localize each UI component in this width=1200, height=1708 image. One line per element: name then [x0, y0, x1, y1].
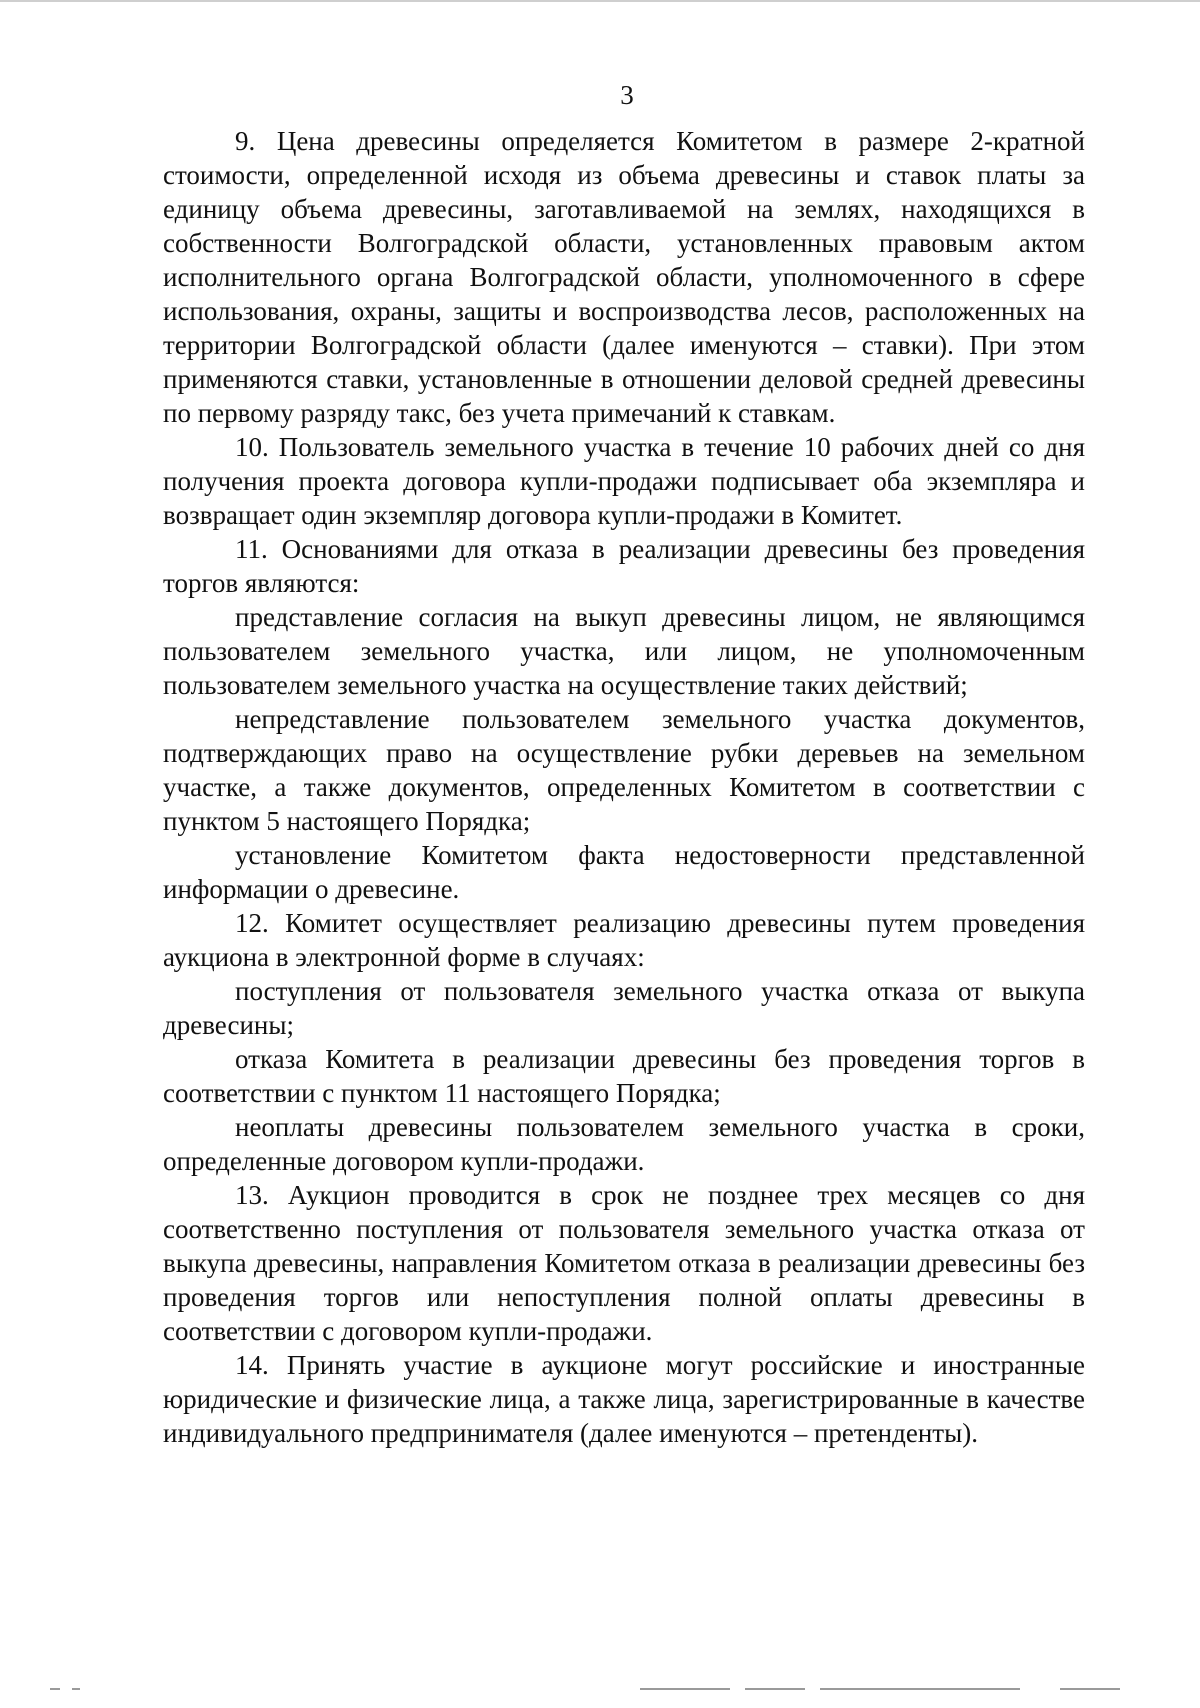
- paragraph-13: 13. Аукцион проводится в срок не позднее трех месяцев со дня соответственно поступления от пользователя земельного участка отказа от выкупа древесины, направления Комитетом отказа в реализации древесины без проведения торгов или непоступления полной оплаты древесины в соответствии с договором купли-продажи.: [163, 1180, 1085, 1346]
- paragraph-9: 9. Цена древесины определяется Комитетом в размере 2-кратной стоимости, определенной исходя из объема древесины и ставок платы за единицу объема древесины, заготавливаемой на землях, находящихся в собственности Волгоградской области, установленных правовым актом исполнительного органа Волгоградской области, уполномоченного в сфере использования, охраны, защиты и воспроизводства лесов, расположенных на территории Волгоградской области (далее именуются – ставки). При этом применяются ставки, установленные в отношении деловой средней древесины по первому разряду такс, без учета примечаний к ставкам.: [163, 126, 1085, 428]
- scan-edge-line: [0, 0, 1200, 2]
- paragraph-11-item-2: непредставление пользователем земельного участка документов, подтверждающих право на осуществление рубки деревьев на земельном участке, а также документов, определенных Комитетом в соответствии с пунктом 5 настоящего Порядка;: [163, 704, 1085, 836]
- paragraph-12: 12. Комитет осуществляет реализацию древесины путем проведения аукциона в электронной форме в случаях:: [163, 908, 1085, 972]
- paragraph-12-item-1: поступления от пользователя земельного участка отказа от выкупа древесины;: [163, 976, 1085, 1040]
- paragraph-11-item-1: представление согласия на выкуп древесины лицом, не являющимся пользователем земельного участка, или лицом, не уполномоченным пользователем земельного участка на осуществление таких действий;: [163, 602, 1085, 700]
- paragraph-12-item-3: неоплаты древесины пользователем земельного участка в сроки, определенные договором купли-продажи.: [163, 1112, 1085, 1176]
- paragraph-10: 10. Пользователь земельного участка в течение 10 рабочих дней со дня получения проекта договора купли-продажи подписывает оба экземпляра и возвращает один экземпляр договора купли-продажи в Комитет.: [163, 432, 1085, 530]
- page-number: 3: [620, 80, 634, 110]
- document-body: [163, 124, 1085, 1450]
- paragraph-11: 11. Основаниями для отказа в реализации древесины без проведения торгов являются:: [163, 534, 1085, 598]
- paragraph-14: 14. Принять участие в аукционе могут российские и иностранные юридические и физические лица, а также лица, зарегистрированные в качестве индивидуального предпринимателя (далее именуются – претенденты).: [163, 1350, 1085, 1448]
- paragraph-12-item-2: отказа Комитета в реализации древесины без проведения торгов в соответствии с пунктом 11 настоящего Порядка;: [163, 1044, 1085, 1108]
- scan-noise-bottom: [0, 1688, 1200, 1694]
- paragraph-11-item-3: установление Комитетом факта недостоверности представленной информации о древесине.: [163, 840, 1085, 904]
